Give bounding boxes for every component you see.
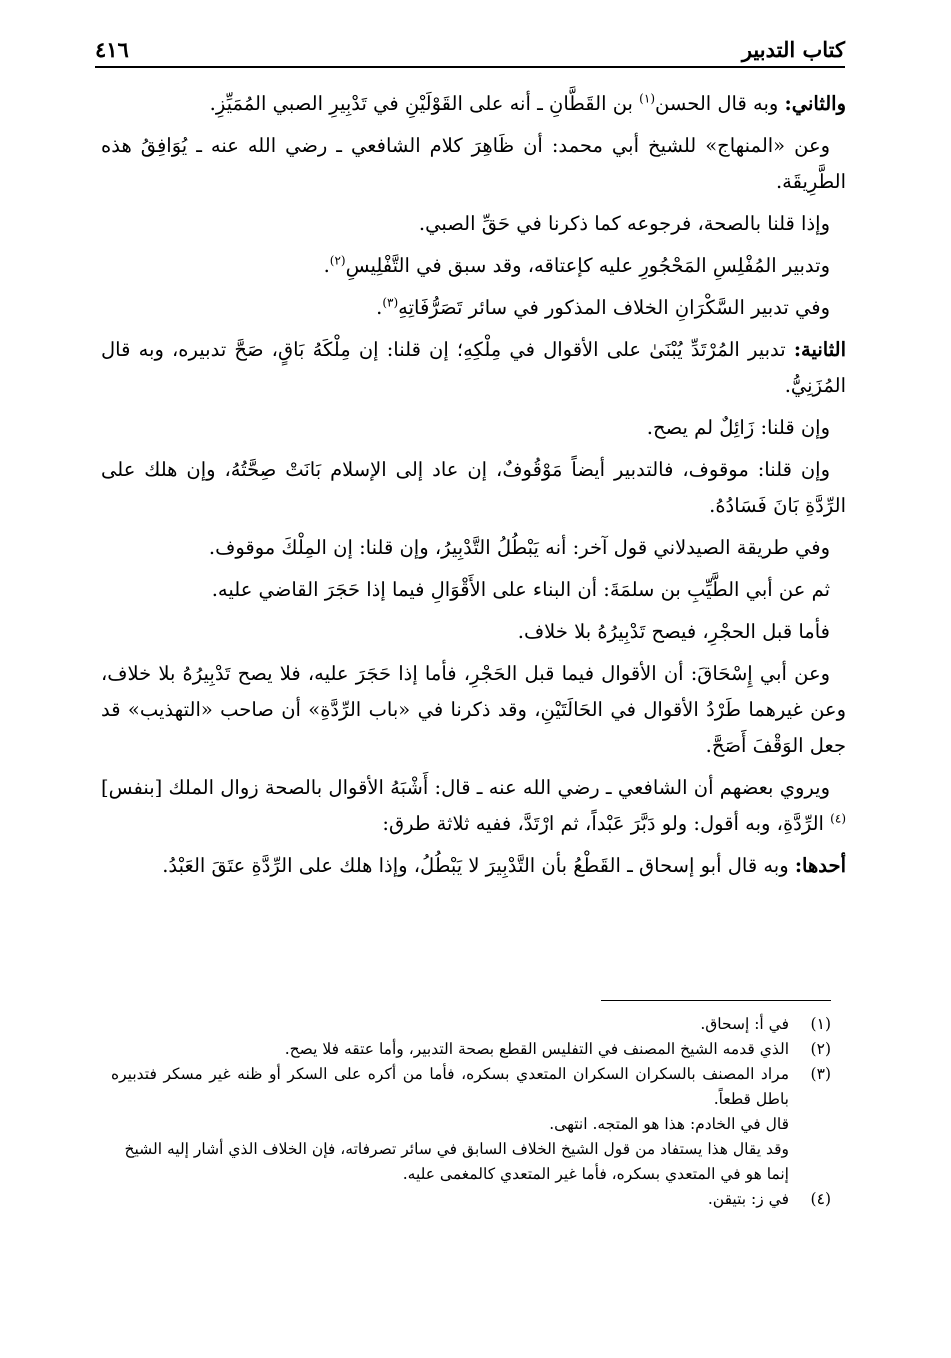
paragraph-text: وعن أبي إِسْحَاقَ: أن الأقوال فيما قبل الحَجْرِ، فأما إذا حَجَرَ عليه، فلا يصح تَدْبِيرُهُ بلا خلاف، وعن غيرهما طَرْدُ الأقوال في الحَالَتَيْنِ، وقد ذكرنا في «باب الرِّدَّةِ» أن صاحب «التهذيب» قد جعل الوَقْفَ أَصَحَّ. <box>101 662 846 757</box>
footnote <box>111 1187 831 1212</box>
paragraph-text: وإن قلنا: موقوف، فالتدبير أيضاً مَوْقُوفٌ، إن عاد إلى الإسلام بَانَتْ صِحَّتُهُ، وإن هلك على الرِّدَّةِ بَانَ فَسَادُهُ. <box>101 458 846 517</box>
footnote-number: (٢) <box>810 1040 831 1058</box>
paragraph <box>101 248 846 284</box>
paragraph-text: وإن قلنا: زَائِلٌ لم يصح. <box>646 416 830 439</box>
footnote-text: في أ: إسحاق. <box>700 1015 789 1033</box>
paragraph <box>101 452 846 524</box>
footnote <box>111 1062 831 1112</box>
paragraph-text: وبه قال أبو إسحاق ـ القَطْعُ بأن التَّدْبِيرَ لا يَبْطُلُ، وإذا هلك على الرِّدَّةِ عتَقَ العَبْدُ. <box>162 854 795 877</box>
header-rule <box>95 66 845 68</box>
paragraph <box>101 290 846 326</box>
paragraph <box>101 770 846 842</box>
footnote-text: في ز: بتيقن. <box>707 1190 789 1208</box>
footnote-text: الذي قدمه الشيخ المصنف في التفليس القطع بصحة التدبير، وأما عتقه فلا يصح. <box>284 1040 789 1058</box>
paragraph-text-cont: الرِّدَّةِ، وبه أقول: ولو دَبَّرَ عَبْداً، ثم ارْتَدَّ، ففيه ثلاثة طرق: <box>382 812 831 835</box>
footnote <box>111 1037 831 1062</box>
footnote-number: (٤) <box>810 1190 831 1208</box>
paragraph-lead: الثانية: <box>793 338 846 361</box>
paragraph <box>101 848 846 884</box>
paragraph-text: ويروي بعضهم أن الشافعي ـ رضي الله عنه ـ قال: أَشْبَهُ الأقوال بالصحة زوال الملك [بنفس] <box>101 776 830 799</box>
footnote-ref: (٢) <box>329 253 346 268</box>
footnote-continuation: قال في الخادم: هذا هو المتجه. انتهى. <box>549 1115 789 1133</box>
page-header <box>95 22 845 62</box>
footnote-separator <box>601 1000 831 1001</box>
paragraph-text: وعن «المنهاج» للشيخ أبي محمد: أن ظَاهِرَ كلام الشافعي ـ رضي الله عنه ـ يُوَافِقُ هذه الطَّرِيقَة. <box>101 134 846 193</box>
paragraph-text: وإذا قلنا بالصحة، فرجوعه كما ذكرنا في حَقِّ الصبي. <box>418 212 830 235</box>
paragraph-text-cont: . <box>323 254 330 277</box>
paragraph-text: ثم عن أبي الطَّيِّبِ بن سلمَةَ: أن البناء على الأَقْوَالِ فيما إذا حَجَرَ القاضي عليه. <box>211 578 830 601</box>
paragraph <box>101 206 846 242</box>
paragraph-lead: والثاني: <box>784 92 846 115</box>
paragraph-text: وفي طريقة الصيدلاني قول آخر: أنه يَبْطُلُ التَّدْبِيرُ، وإن قلنا: إن المِلْكَ موقوف. <box>208 536 830 559</box>
footnote-continuation: وقد يقال هذا يستفاد من قول الشيخ الخلاف السابق في سائر تصرفاته، فإن الخلاف الذي أشار إليه الشيخ إنما هو في المتعدي بسكره، فأما غير المتعدي كالمغمى عليه. <box>124 1140 789 1183</box>
footnote-text: مراد المصنف بالسكران السكران المتعدي بسكره، فأما من أكره على السكر أو ظنه غير مسكر فتدبيره باطل قطعاً. <box>111 1065 790 1108</box>
paragraph-text: وفي تدبير السَّكْرَانِ الخلاف المذكور في سائر تَصَرُّفَاتِهِ <box>398 296 830 319</box>
footnotes <box>111 1012 831 1212</box>
paragraph-text: وتدبير المُفْلِسِ المَحْجُورِ عليه كإعتاقه، وقد سبق في التَّفْلِيسِ <box>345 254 830 277</box>
footnote-ref: (٤) <box>830 811 846 826</box>
paragraph <box>101 410 846 446</box>
paragraph-text-cont: . <box>376 296 383 319</box>
page-number: ٤١٦ <box>95 37 129 62</box>
paragraph-lead: أحدها: <box>794 854 846 877</box>
paragraph <box>101 128 846 200</box>
footnote-number: (٣) <box>810 1065 831 1083</box>
main-text <box>101 86 846 890</box>
footnote-ref: (٣) <box>382 295 399 310</box>
paragraph <box>101 332 846 404</box>
paragraph <box>101 86 846 122</box>
paragraph-text: وبه قال الحسن <box>655 92 785 115</box>
paragraph <box>101 530 846 566</box>
paragraph <box>101 656 846 764</box>
paragraph-text: تدبير المُرْتَدِّ يُبْنَىٰ على الأقوال في مِلْكِهِ؛ إن قلنا: إن مِلْكَهُ بَاقٍ، صَحَّ تدبيره، وبه قال المُزَنِيُّ. <box>101 338 846 397</box>
paragraph <box>101 614 846 650</box>
footnote-ref: (١) <box>639 91 655 106</box>
running-title: كتاب التدبير <box>741 37 845 62</box>
paragraph <box>101 572 846 608</box>
paragraph-text-cont: بن القَطَّانِ ـ أنه على القَوْلَيْنِ في تَدْبِيرِ الصبي المُمَيِّزِ. <box>209 92 640 115</box>
footnote-number: (١) <box>810 1015 831 1033</box>
footnote <box>111 1012 831 1037</box>
paragraph-text: فأما قبل الحجْرِ، فيصح تَدْبِيرُهُ بلا خلاف. <box>517 620 830 643</box>
